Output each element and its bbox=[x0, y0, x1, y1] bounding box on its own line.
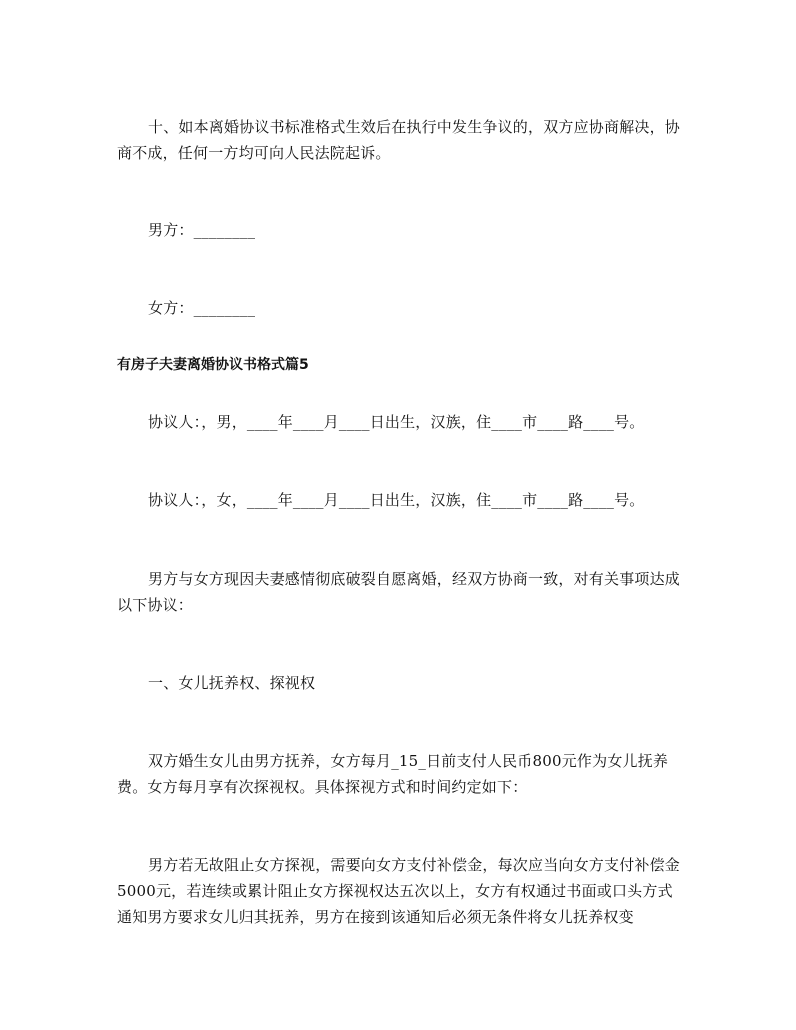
paragraph-penalty: 男方若无故阻止女方探视，需要向女方支付补偿金，每次应当向女方支付补偿金5000元，若连续或累计阻止女方探视权达五次以上，女方有权通过书面或口头方式通知男方要求女儿归其抚养，男方在接到该通知后必须无条件将女儿抚养权变 bbox=[117, 856, 681, 926]
paragraph-dispute-clause: 十、如本离婚协议书标准格式生效后在执行中发生争议的，双方应协商解决，协商不成，任何一方均可向人民法院起诉。 bbox=[117, 118, 681, 162]
signature-female: 女方：________ bbox=[148, 299, 256, 317]
paragraph-custody: 双方婚生女儿由男方抚养，女方每月_15_日前支付人民币800元作为女儿抚养费。女方每月享有次探视权。具体探视方式和时间约定如下： bbox=[117, 752, 669, 796]
clause-1-title: 一、女儿抚养权、探视权 bbox=[148, 674, 316, 692]
paragraph-intro: 男方与女方现因夫妻感情彻底破裂自愿离婚，经双方协商一致，对有关事项达成以下协议： bbox=[117, 570, 681, 614]
party-male-line: 协议人：，男，____年____月____日出生，汉族，住____市____路____号。 bbox=[148, 413, 645, 431]
party-female-line: 协议人：，女，____年____月____日出生，汉族，住____市____路____号。 bbox=[148, 491, 645, 509]
section-title: 有房子夫妻离婚协议书格式篇5 bbox=[117, 357, 309, 373]
signature-male: 男方：________ bbox=[148, 221, 256, 239]
